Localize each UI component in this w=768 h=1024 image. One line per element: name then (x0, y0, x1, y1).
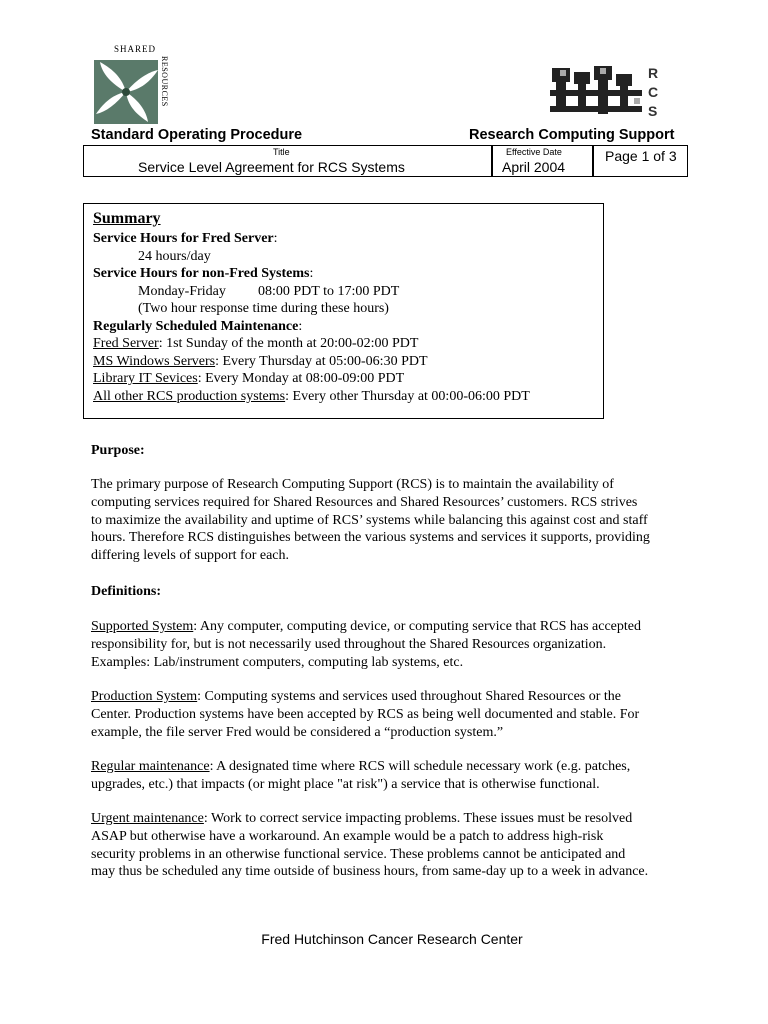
fred-hours-label: Service Hours for Fred Server (93, 231, 274, 246)
definition-regular-maintenance (91, 758, 701, 794)
definitions-heading: Definitions: (91, 584, 161, 599)
maintenance-schedule: : Every Thursday at 05:00-06:30 PDT (215, 354, 428, 369)
paragraph-line: security problems in an otherwise functional service. These problems cannot be anticipated and (91, 846, 626, 862)
paragraph-line (91, 618, 701, 636)
nonfred-days: Monday-Friday (138, 284, 226, 299)
paragraph-line: The primary purpose of Research Computing Support (RCS) is to maintain the availability of (91, 477, 614, 492)
summary-heading: Summary (93, 210, 161, 227)
definition-text: : Any computer, computing device, or computing service that RCS has accepted (193, 619, 641, 634)
header-department: Research Computing Support (469, 127, 675, 143)
effective-date-caption: Effective Date (506, 147, 562, 157)
maintenance-line: Regularly Scheduled Maintenance: (93, 319, 303, 334)
maintenance-label: Regularly Scheduled Maintenance (93, 319, 299, 334)
paragraph-line: upgrades, etc.) that impacts (or might place "at risk") a service that is otherwise functional. (91, 776, 600, 792)
paragraph-line (91, 758, 701, 776)
paragraph-line: Center. Production systems have been accepted by RCS as being well documented and stable. For (91, 706, 640, 722)
title-table (83, 145, 688, 177)
shared-resources-logo-icon (92, 44, 182, 130)
nonfred-hours-line: Service Hours for non-Fred Systems: (93, 266, 314, 281)
paragraph-line: ASAP but otherwise have a workaround. An example would be a patch to address high-risk (91, 828, 604, 844)
maintenance-item (93, 388, 530, 406)
rcs-letter-c: C (648, 84, 659, 100)
purpose-heading: Purpose: (91, 443, 145, 458)
rcs-letter-r: R (648, 65, 659, 81)
logo-shared-text: SHARED (114, 44, 157, 54)
paragraph-line (91, 688, 701, 706)
definition-text: : Work to correct service impacting problems. These issues must be resolved (203, 811, 633, 826)
rcs-letter-s: S (648, 103, 658, 119)
definition-term: Regular maintenance (91, 759, 210, 774)
paragraph-line: computing services required for Shared Resources and Shared Resources’ customers. RCS strives (91, 494, 638, 510)
maintenance-item (93, 353, 428, 371)
nonfred-hours-label: Service Hours for non-Fred Systems (93, 266, 310, 281)
definition-term: Production System (91, 689, 198, 704)
effective-date: April 2004 (502, 159, 566, 175)
nonfred-time: 08:00 PDT to 17:00 PDT (258, 284, 400, 299)
fred-hours-value: 24 hours/day (138, 249, 211, 264)
definition-text: : A designated time where RCS will schedule necessary work (e.g. patches, (209, 759, 631, 774)
definition-supported-system (91, 618, 701, 671)
paragraph-line: hours. Therefore RCS distinguishes between the various systems and services it supports, providing (91, 530, 650, 546)
maintenance-system: Fred Server (93, 336, 159, 351)
definition-text: : Computing systems and services used throughout Shared Resources or the (197, 689, 621, 704)
header-sop: Standard Operating Procedure (91, 127, 303, 143)
maintenance-schedule: : 1st Sunday of the month at 20:00-02:00 PDT (158, 336, 419, 351)
paragraph-line (91, 810, 701, 828)
maintenance-schedule: : Every Monday at 08:00-09:00 PDT (197, 371, 405, 386)
footer-organization: Fred Hutchinson Cancer Research Center (261, 931, 523, 947)
table-divider (491, 146, 493, 176)
nonfred-note: (Two hour response time during these hours) (138, 301, 389, 316)
paragraph-line: to maximize the availability and uptime of RCS’ systems while balancing this against cost and staff (91, 512, 648, 528)
table-divider (592, 146, 594, 176)
paragraph-line: differing levels of support for each. (91, 548, 290, 564)
definition-term: Urgent maintenance (91, 811, 204, 826)
definition-term: Supported System (91, 619, 194, 634)
paragraph-line: may thus be scheduled any time outside of business hours, from same-day up to a week in advance. (91, 864, 649, 880)
maintenance-item (93, 370, 404, 388)
paragraph-line: responsibility for, but is not necessarily used throughout the Shared Resources organization. (91, 636, 607, 652)
definition-urgent-maintenance (91, 810, 701, 881)
paragraph-line: Examples: Lab/instrument computers, computing lab systems, etc. (91, 654, 464, 670)
paragraph-line: example, the file server Fred would be considered a “production system.” (91, 724, 504, 740)
maintenance-system: Library IT Sevices (93, 371, 198, 386)
page-number: Page 1 of 3 (605, 148, 677, 164)
purpose-paragraph (91, 476, 701, 565)
fred-hours-line: Service Hours for Fred Server: (93, 231, 278, 246)
definition-production-system (91, 688, 701, 741)
maintenance-system: All other RCS production systems (93, 389, 286, 404)
rcs-letters (648, 64, 658, 121)
maintenance-item (93, 335, 418, 353)
maintenance-schedule: : Every other Thursday at 00:00-06:00 PDT (285, 389, 530, 404)
maintenance-system: MS Windows Servers (93, 354, 216, 369)
document-title: Service Level Agreement for RCS Systems (138, 159, 405, 175)
title-caption: Title (273, 147, 290, 157)
logo-resources-text: RESOURCES (160, 56, 169, 107)
